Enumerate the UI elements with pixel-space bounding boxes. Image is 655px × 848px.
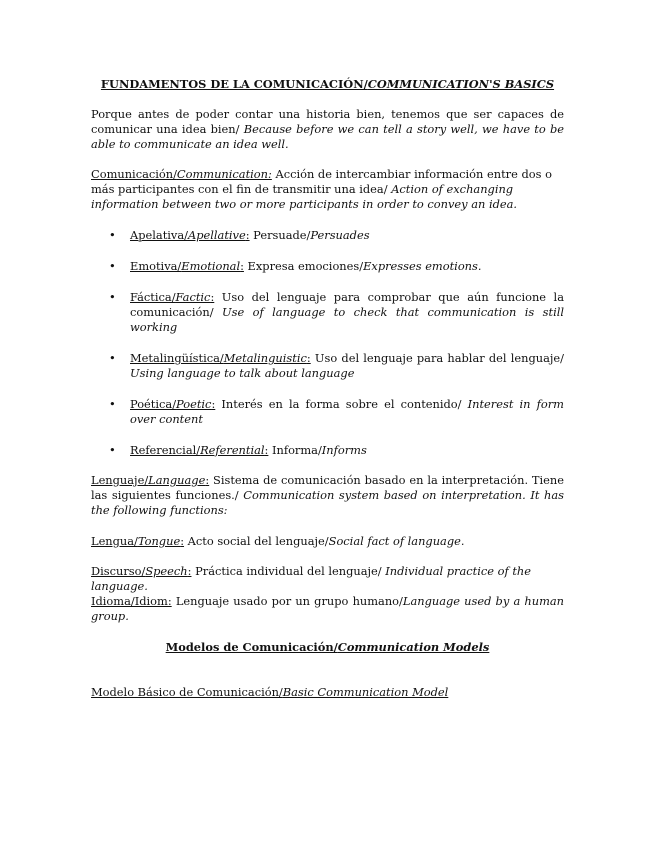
function-def-es: Interés en la forma sobre el contenido/	[215, 397, 468, 411]
communication-term-es: Comunicación/	[91, 167, 177, 181]
function-def-en: Informs	[321, 443, 367, 457]
speech-def-es: Práctica individual del lenguaje/	[191, 564, 386, 578]
tongue-term	[91, 534, 184, 548]
function-term-es: Emotiva/	[130, 259, 182, 273]
function-term-en: Emotional	[181, 259, 241, 273]
function-colon: :	[306, 351, 311, 365]
tongue-colon: :	[180, 534, 185, 548]
tongue-term-es: Lengua/	[91, 534, 138, 548]
language-term	[91, 473, 209, 487]
function-term	[130, 351, 311, 365]
basic-model-heading	[91, 685, 564, 700]
function-colon: :	[210, 290, 215, 304]
functions-list	[109, 228, 564, 474]
list-item	[109, 397, 564, 427]
intro-en: Because before we can tell a story well, we have to be able to communicate an idea well.	[91, 122, 565, 151]
function-def-es: Expresa emociones/	[243, 259, 364, 273]
language-term-es: Lenguaje/	[91, 473, 149, 487]
function-term-es: Apelativa/	[130, 228, 188, 242]
function-term-es: Referencial/	[130, 443, 201, 457]
function-term	[130, 443, 268, 457]
idiom-definition	[91, 594, 564, 624]
communication-term-en: Communication:	[176, 167, 272, 181]
list-item	[109, 290, 564, 335]
communication-def-en: Action of exchanging information between two or more participants in order to convey an idea.	[91, 182, 518, 211]
function-colon: :	[211, 397, 216, 411]
idiom-def-es: Lenguaje usado por un grupo humano/	[171, 594, 403, 608]
models-heading	[91, 640, 564, 655]
function-term	[130, 228, 250, 242]
function-def-en: Interest in form over content	[130, 397, 564, 426]
function-def-en: Using language to talk about language	[130, 366, 355, 380]
tongue-def-es: Acto social del lenguaje/	[184, 534, 329, 548]
function-colon: :	[245, 228, 250, 242]
function-term-es: Fáctica/	[130, 290, 176, 304]
title-en: COMMUNICATION'S BASICS	[367, 77, 555, 91]
communication-term	[91, 167, 272, 181]
function-term-es: Metalingüística/	[130, 351, 224, 365]
basic-model-en: Basic Communication Model	[282, 685, 449, 699]
function-term-es: Poética/	[130, 397, 177, 411]
function-term-en: Poetic	[176, 397, 212, 411]
communication-definition	[91, 167, 564, 212]
document-title	[91, 77, 564, 92]
function-colon: :	[264, 443, 269, 457]
communication-def-es: Acción de intercambiar información entre dos o más participantes con el fin de transmitir una idea/	[91, 167, 552, 196]
language-term-en: Language	[148, 473, 206, 487]
function-def-en: Use of language to check that communication is still working	[130, 305, 564, 334]
function-def-en: Expresses emotions.	[363, 259, 482, 273]
models-heading-en: Communication Models	[337, 640, 490, 654]
tongue-definition	[91, 534, 564, 549]
function-term-en: Referential	[200, 443, 265, 457]
tongue-term-en: Tongue	[137, 534, 181, 548]
list-item	[109, 351, 564, 381]
function-term	[130, 290, 214, 304]
tongue-def-en: Social fact of language.	[328, 534, 465, 548]
language-definition	[91, 473, 564, 518]
function-term	[130, 397, 215, 411]
language-def-en: Communication system based on interpretation. It has the following functions:	[91, 488, 564, 517]
function-term-en: Metalinguistic	[223, 351, 307, 365]
function-def-es: Persuade/	[249, 228, 311, 242]
speech-term-en: Speech	[145, 564, 188, 578]
function-def-es: Uso del lenguaje para comprobar que aún funcione la comunicación/	[130, 290, 564, 319]
idiom-term: Idioma/Idiom:	[91, 594, 172, 608]
intro-es: Porque antes de poder contar una historia bien, tenemos que ser capaces de comunicar una idea bien/	[91, 107, 564, 136]
list-item	[109, 443, 564, 458]
list-item	[109, 228, 564, 243]
title-es: FUNDAMENTOS DE LA COMUNICACIÓN/	[100, 77, 368, 91]
function-term-en: Apellative	[187, 228, 246, 242]
speech-term	[91, 564, 191, 578]
speech-definition	[91, 564, 564, 594]
function-def-en: Persuades	[310, 228, 370, 242]
language-def-es: Sistema de comunicación basado en la interpretación. Tiene las siguientes funciones./	[91, 473, 564, 502]
idiom-def-en: Language used by a human group.	[91, 594, 564, 623]
basic-model-es: Modelo Básico de Comunicación/	[91, 685, 283, 699]
function-term-en: Factic	[175, 290, 211, 304]
speech-term-es: Discurso/	[91, 564, 146, 578]
intro-paragraph	[91, 107, 564, 152]
function-term	[130, 259, 244, 273]
models-heading-es: Modelos de Comunicación/	[165, 640, 338, 654]
list-item	[109, 259, 564, 274]
speech-def-en: Individual practice of the language.	[91, 564, 531, 593]
speech-colon: :	[187, 564, 192, 578]
function-def-es: Informa/	[268, 443, 322, 457]
function-def-es: Uso del lenguaje para hablar del lenguaje/	[310, 351, 564, 365]
function-colon: :	[240, 259, 244, 273]
language-colon: :	[205, 473, 210, 487]
